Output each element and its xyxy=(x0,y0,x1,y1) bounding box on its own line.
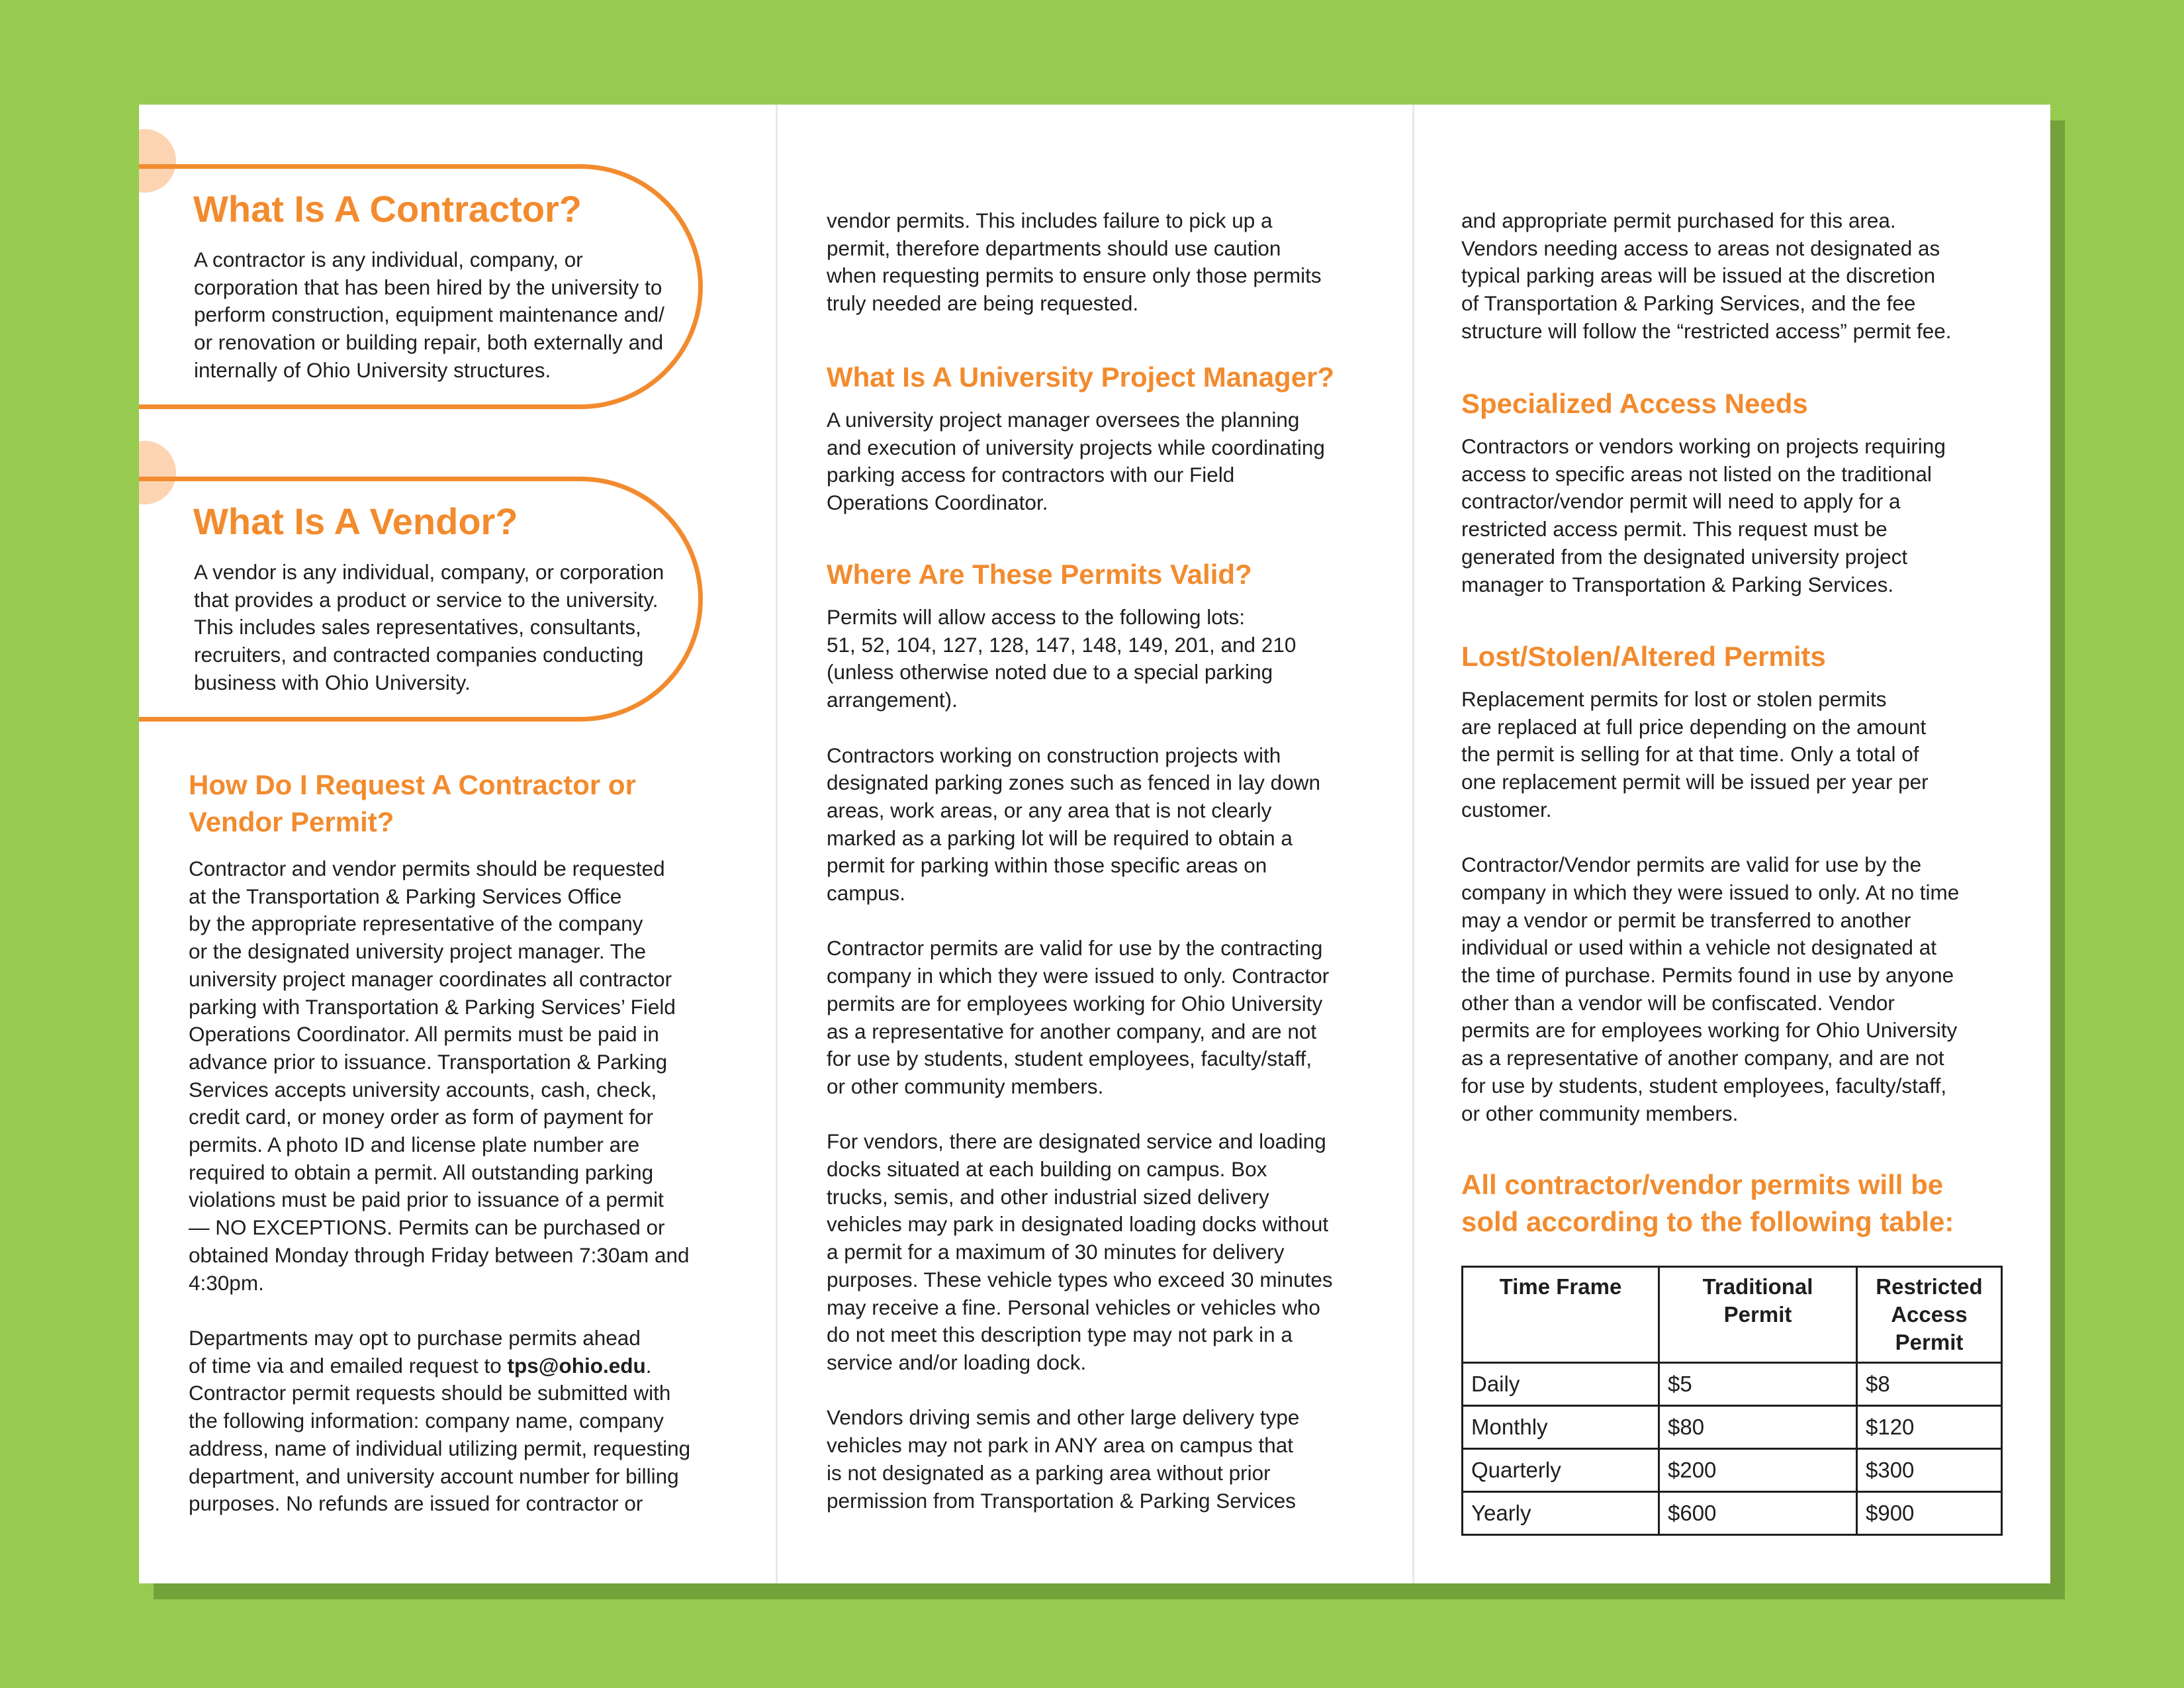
vendor-title: What Is A Vendor? xyxy=(193,500,518,542)
table-row xyxy=(1463,1363,2002,1406)
specialized-access-text: Contractors or vendors working on projects requiring access to specific areas not listed on the traditional contractor/vendor permit will need to apply for a restricted access permit. This request must be generated from the designated university project manager to Transportation & Parking Services. xyxy=(1461,434,1946,596)
panel2-continued-text: vendor permits. This includes failure to pick up a permit, therefore departments should use caution when requesting permits to ensure only those permits truly needed are being requested. xyxy=(827,209,1322,316)
table-header-row xyxy=(1463,1267,2002,1363)
restricted-price-cell: $8 xyxy=(1857,1363,2002,1406)
contractor-text: A contractor is any individual, company, or corporation that has been hired by the university to perform construction, equipment maintenance and/ or renovation or building repair, both externally and internally of Ohio University structures. xyxy=(194,248,664,382)
traditional-price-cell: $600 xyxy=(1659,1492,1857,1535)
departments-text-end: . Contractor permit requests should be submitted with the following information: company name, company address, name of individual utilizing permit, requesting department, and university account number for billing purposes. No refunds are issued for contractor or xyxy=(189,1353,691,1516)
fold-line-2 xyxy=(1412,105,1414,1583)
permit-price-table xyxy=(1461,1266,2003,1536)
departments-text-start: Departments may opt to purchase permits ahead of time via and emailed request to xyxy=(189,1326,641,1378)
lost-permits-title: Lost/Stolen/Altered Permits xyxy=(1461,641,1826,672)
request-permit-text: Contractor and vendor permits should be requested at the Transportation & Parking Services Office by the appropriate representative of the company or the designated university project manager. The university project manager coordinates all contractor parking with Transportation & Parking Services’ Field Operations Coordinator. All permits must be paid in advance prior to issuance. Transportation & Parking Services accepts university accounts, cash, check, credit card, or money order as form of payment for permits. A photo ID and license plate number are required to obtain a permit. All outstanding parking violations must be paid prior to issuance of a permit — NO EXCEPTIONS. Permits can be purchased or obtained Monday through Friday between 7:30am and 4:30pm. xyxy=(189,857,690,1295)
restricted-price-cell: $120 xyxy=(1857,1406,2002,1449)
traditional-price-cell: $5 xyxy=(1659,1363,1857,1406)
permits-valid-title: Where Are These Permits Valid? xyxy=(827,559,1252,590)
header-time-frame: Time Frame xyxy=(1463,1267,1659,1363)
project-manager-text: A university project manager oversees the planning and execution of university projects while coordinating parking access for contractors with our Field Operations Coordinator. xyxy=(827,408,1325,515)
time-frame-cell: Daily xyxy=(1463,1363,1659,1406)
vendor-text: A vendor is any individual, company, or corporation that provides a product or service to the university. This includes sales representatives, consultants, recruiters, and contracted companies conducting business with Ohio University. xyxy=(194,560,664,694)
traditional-price-cell: $80 xyxy=(1659,1406,1857,1449)
traditional-price-cell: $200 xyxy=(1659,1449,1857,1492)
time-frame-cell: Monthly xyxy=(1463,1406,1659,1449)
permits-valid-text: Permits will allow access to the following lots: 51, 52, 104, 127, 128, 147, 148, 149, 201, and 210 (unless otherwise noted due to a special parking arrangement). Contractors working on construction projects with designated parking zones such as fenced in lay down areas, work areas, or any area that is not clearly marked as a parking lot will be required to obtain a permit for parking within those specific areas on campus. Contractor permits are valid for use by the contracting company in which they were issued to only. Contractor permits are for employees working for Ohio University as a representative for another company, and are not for use by students, student employees, faculty/staff, or other community members. For vendors, there are designated service and loading docks situated at each building on campus. Box trucks, semis, and other industrial sized delivery vehicles may park in designated loading docks without a permit for a maximum of 30 minutes for delivery purposes. These vehicle types who exceed 30 minutes may receive a fine. Personal vehicles or vehicles who do not meet this description type may not park in a service and/or loading dock. Vendors driving semis and other large delivery type vehicles may not park in ANY area on campus that is not designated as a parking area without prior permission from Transportation & Parking Services xyxy=(827,605,1333,1513)
project-manager-title: What Is A University Project Manager? xyxy=(827,361,1335,393)
request-permit-title: How Do I Request A Contractor or Vendor Permit? xyxy=(189,769,636,837)
time-frame-cell: Yearly xyxy=(1463,1492,1659,1535)
restricted-price-cell: $300 xyxy=(1857,1449,2002,1492)
table-row xyxy=(1463,1449,2002,1492)
brochure-sheet xyxy=(139,105,2050,1583)
specialized-access-title: Specialized Access Needs xyxy=(1461,388,1808,419)
header-traditional-permit: Traditional Permit xyxy=(1659,1267,1857,1363)
email-link[interactable]: tps@ohio.edu xyxy=(507,1353,646,1378)
panel3-continued-text: and appropriate permit purchased for this area. Vendors needing access to areas not designated as typical parking areas will be issued at the discretion of Transportation & Parking Services, and the fee structure will follow the “restricted access” permit fee. xyxy=(1461,209,1952,343)
header-restricted-permit: Restricted Access Permit xyxy=(1857,1267,2002,1363)
departments-text xyxy=(189,1325,690,1518)
contractor-title: What Is A Contractor? xyxy=(193,188,582,230)
fold-line-1 xyxy=(776,105,778,1583)
lost-permits-text: Replacement permits for lost or stolen permits are replaced at full price depending on the amount the permit is selling for at that time. Only a total of one replacement permit will be issued per year per customer. Contractor/Vendor permits are valid for use by the company in which they were issued to only. At no time may a vendor or permit be transferred to another individual or used within a vehicle not designated at the time of purchase. Permits found in use by anyone other than a vendor will be confiscated. Vendor permits are for employees working for Ohio University as a representative of another company, and are not for use by students, student employees, faculty/staff, or other community members. xyxy=(1461,687,1960,1125)
table-row xyxy=(1463,1492,2002,1535)
time-frame-cell: Quarterly xyxy=(1463,1449,1659,1492)
table-row xyxy=(1463,1406,2002,1449)
table-title: All contractor/vendor permits will be sold according to the following table: xyxy=(1461,1169,1954,1237)
restricted-price-cell: $900 xyxy=(1857,1492,2002,1535)
